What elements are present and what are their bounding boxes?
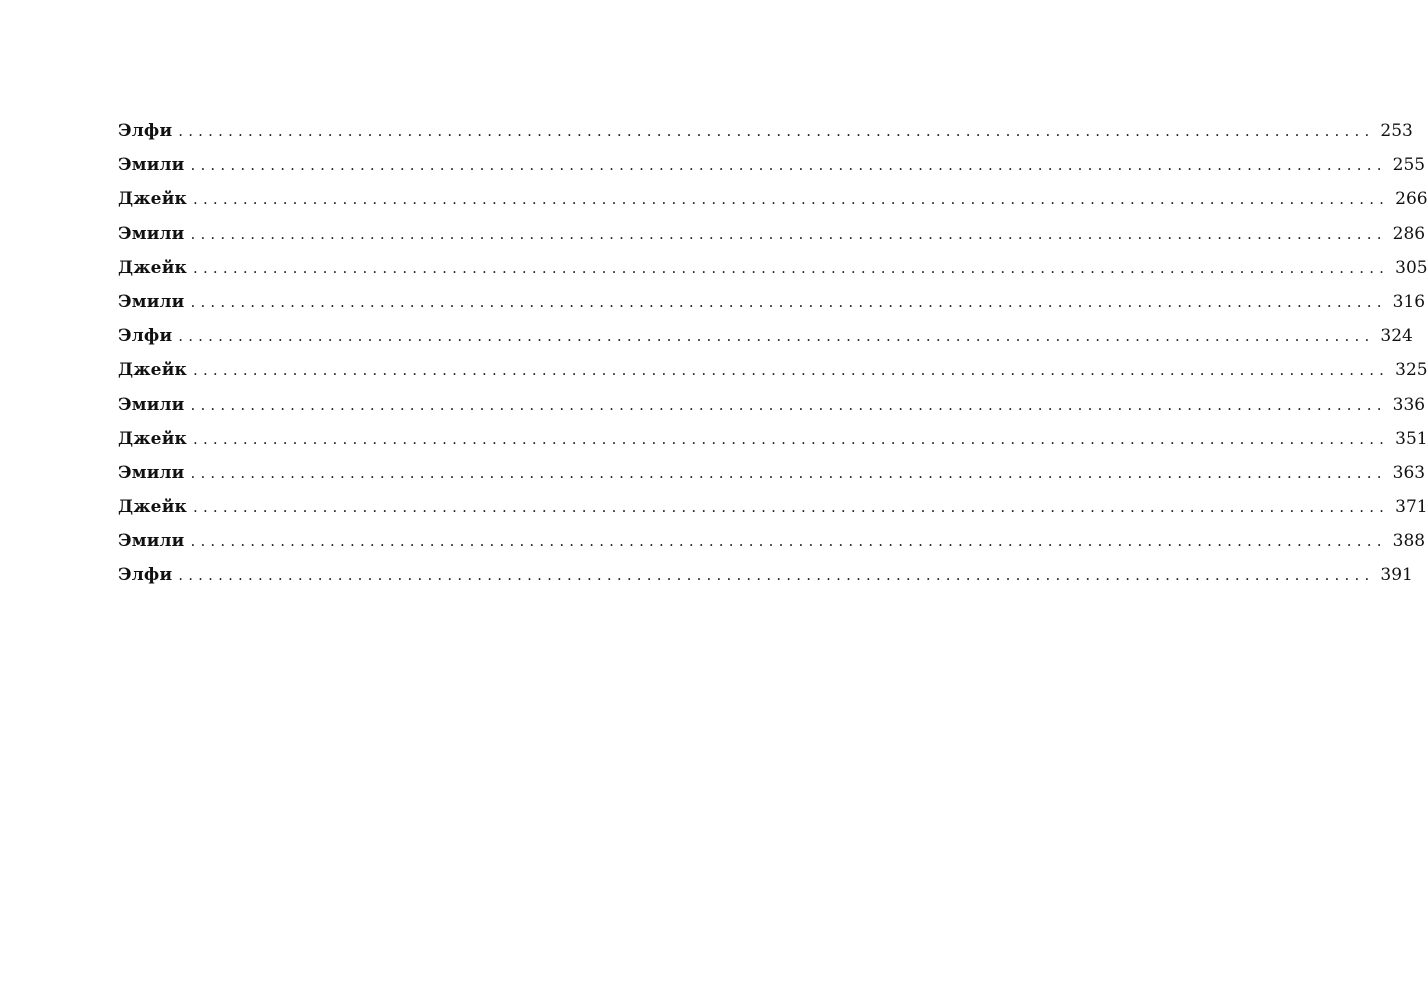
toc-entry-title: Эмили — [118, 462, 185, 483]
toc-entry-title: Эмили — [118, 155, 185, 176]
dot-leader: ........................................................................................................................ — [192, 258, 1390, 277]
toc-entry[interactable] — [118, 493, 1428, 527]
dot-leader: ........................................................................................................................ — [190, 395, 1387, 414]
toc-entry-title: Джейк — [118, 189, 187, 210]
toc-entry-page: 316 — [1392, 291, 1426, 312]
toc-entry[interactable] — [118, 527, 1426, 561]
toc-entry[interactable] — [118, 117, 1413, 151]
dot-leader: ........................................................................................................................ — [192, 190, 1390, 209]
toc-entry-page: 363 — [1392, 462, 1426, 483]
toc-entry-page: 371 — [1395, 497, 1428, 518]
dot-leader: ........................................................................................................................ — [178, 122, 1375, 140]
dot-leader: ........................................................................................................................ — [192, 361, 1390, 380]
toc-entry[interactable] — [118, 220, 1426, 254]
toc-entry-page: 305 — [1395, 257, 1428, 278]
toc-entry-page: 351 — [1395, 428, 1428, 449]
toc-entry-title: Эмили — [118, 394, 185, 415]
toc-entry-title: Эмили — [118, 223, 185, 244]
toc-entry-page: 388 — [1392, 531, 1426, 552]
toc-entry-title: Элфи — [118, 565, 173, 586]
toc-entry-title: Элфи — [118, 121, 173, 141]
toc-entry[interactable] — [118, 425, 1428, 459]
toc-entry-page: 325 — [1395, 360, 1428, 381]
dot-leader: ........................................................................................................................ — [192, 429, 1390, 448]
toc-entry-page: 286 — [1392, 223, 1426, 244]
toc-entry[interactable] — [118, 459, 1426, 493]
dot-leader: ........................................................................................................................ — [178, 566, 1375, 585]
toc-entry-page: 266 — [1395, 189, 1428, 210]
toc-entry-page: 253 — [1380, 121, 1413, 141]
toc-entry[interactable] — [118, 391, 1426, 425]
toc-entry[interactable] — [118, 254, 1428, 288]
toc-entry-page: 255 — [1392, 155, 1426, 176]
dot-leader: ........................................................................................................................ — [192, 498, 1390, 517]
dot-leader: ........................................................................................................................ — [190, 532, 1387, 551]
table-of-contents — [118, 117, 1428, 596]
dot-leader: ........................................................................................................................ — [190, 463, 1387, 482]
toc-entry-page: 324 — [1380, 326, 1413, 347]
toc-entry[interactable] — [118, 356, 1428, 390]
toc-entry-title: Эмили — [118, 291, 185, 312]
toc-entry[interactable] — [118, 151, 1426, 185]
toc-entry-page: 391 — [1380, 565, 1413, 586]
toc-entry[interactable] — [118, 561, 1413, 595]
toc-entry[interactable] — [118, 185, 1428, 219]
toc-entry[interactable] — [118, 322, 1413, 356]
toc-entry-title: Эмили — [118, 531, 185, 552]
toc-entry-title: Джейк — [118, 360, 187, 381]
toc-entry-title: Элфи — [118, 326, 173, 347]
toc-entry-title: Джейк — [118, 428, 187, 449]
toc-entry-title: Джейк — [118, 497, 187, 518]
dot-leader: ........................................................................................................................ — [190, 292, 1387, 311]
toc-entry[interactable] — [118, 288, 1426, 322]
dot-leader: ........................................................................................................................ — [178, 327, 1375, 346]
toc-entry-page: 336 — [1392, 394, 1426, 415]
toc-entry-title: Джейк — [118, 257, 187, 278]
dot-leader: ........................................................................................................................ — [190, 224, 1387, 243]
dot-leader: ........................................................................................................................ — [190, 156, 1387, 175]
